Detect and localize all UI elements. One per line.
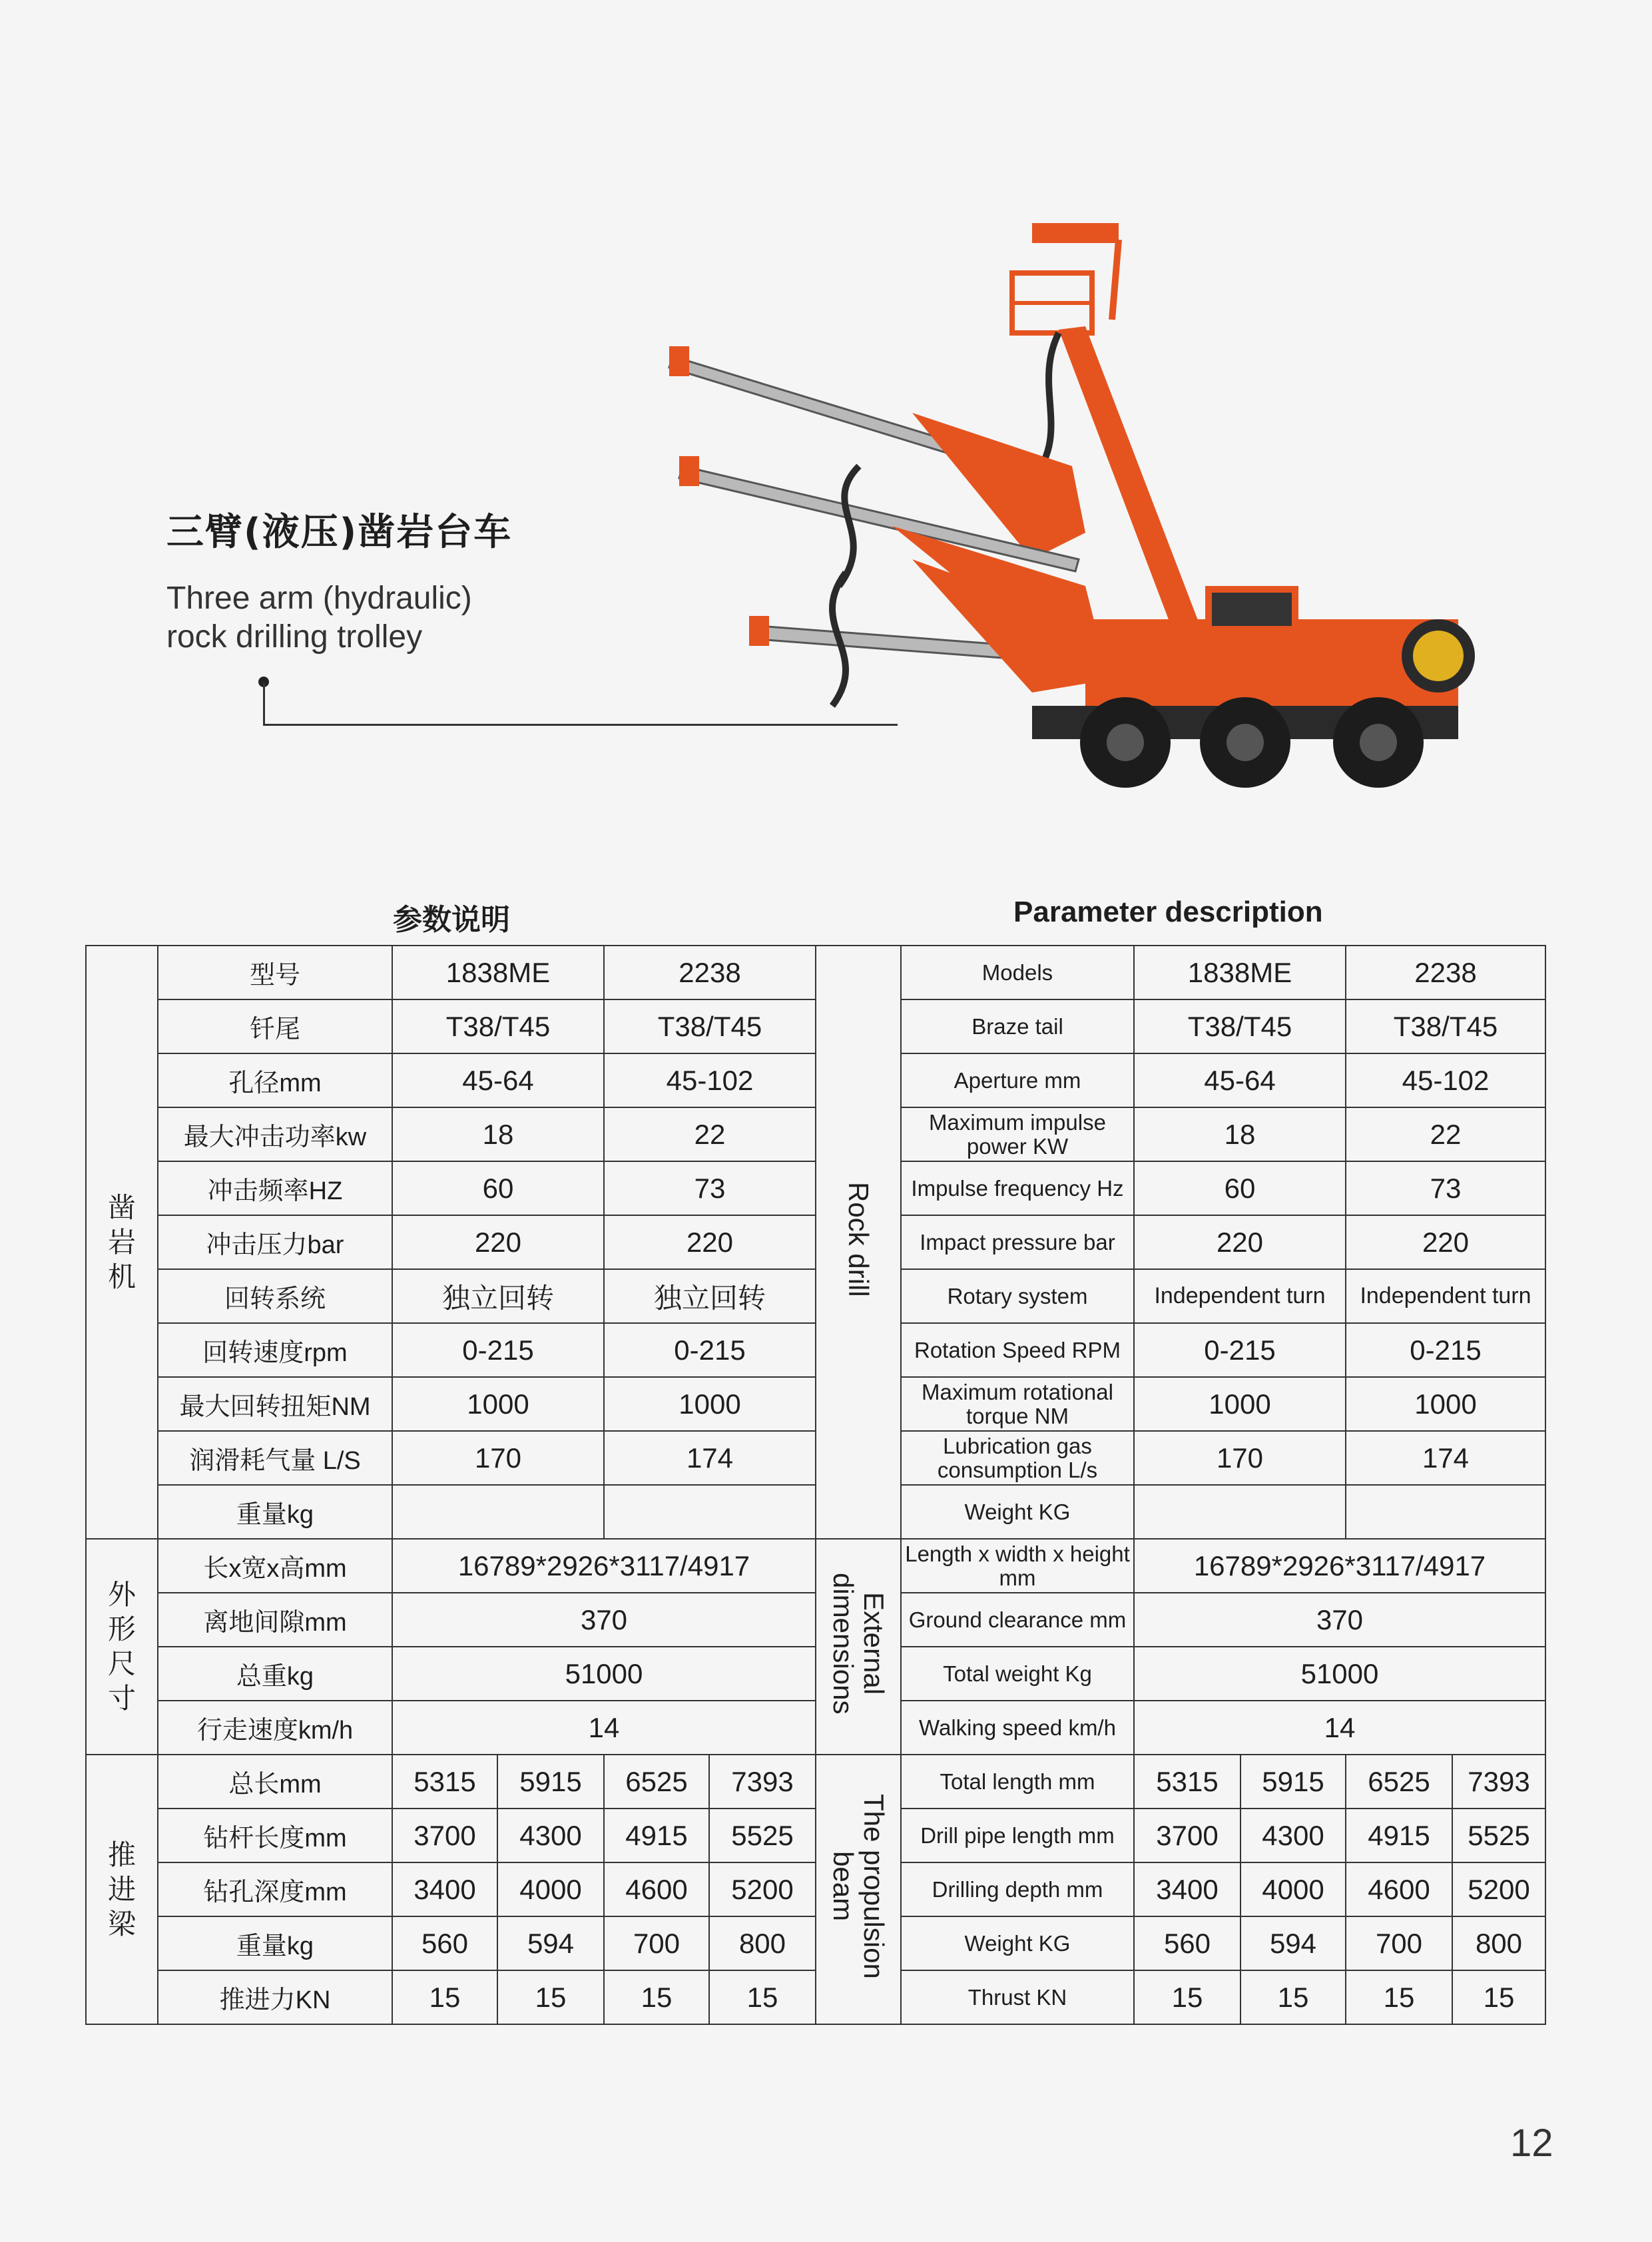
table-row: [86, 1161, 816, 1215]
table-row: [816, 1539, 1545, 1593]
param-label: Thrust KN: [901, 1970, 1134, 2024]
table-row: [86, 1647, 816, 1701]
table-row: [86, 1701, 816, 1755]
table-row: [86, 1970, 816, 2024]
param-label: 冲击压力bar: [158, 1215, 392, 1269]
param-label: Total length mm: [901, 1755, 1134, 1809]
param-value-model-2: 174: [604, 1431, 816, 1485]
param-value-model-2: 45-102: [604, 1053, 816, 1107]
param-value-beam-4: 800: [709, 1916, 816, 1970]
param-label: 最大冲击功率kw: [158, 1107, 392, 1161]
param-value-beam-1: 15: [1134, 1970, 1240, 2024]
table-row: [86, 1809, 816, 1862]
page-number: 12: [1510, 2121, 1553, 2165]
param-value: 51000: [392, 1647, 816, 1701]
param-label: 回转系统: [158, 1269, 392, 1323]
param-value-beam-4: 15: [709, 1970, 816, 2024]
param-value-beam-1: 560: [392, 1916, 497, 1970]
param-value-model-2: T38/T45: [604, 999, 816, 1053]
product-title-en-line1: Three arm (hydraulic): [166, 581, 472, 616]
table-row: [816, 1593, 1545, 1647]
param-value-model-1: 独立回转: [392, 1269, 604, 1323]
param-label: 总重kg: [158, 1647, 392, 1701]
group-label-propulsion-beam-text: The propulsion beam: [828, 1794, 890, 1979]
param-value-beam-2: 4300: [1240, 1809, 1346, 1862]
param-value-beam-1: 3400: [1134, 1862, 1240, 1916]
table-row: [816, 999, 1545, 1053]
machine-drawing: [669, 223, 1475, 788]
param-value: 14: [1134, 1701, 1545, 1755]
table-row: [86, 1431, 816, 1485]
param-label: 钻孔深度mm: [158, 1862, 392, 1916]
group-label-rock-drill-text: Rock drill: [843, 1181, 874, 1297]
param-label: 型号: [158, 946, 392, 999]
table-row: [86, 1755, 816, 1809]
product-title-en: [166, 579, 472, 657]
param-value-beam-4: 5525: [1452, 1809, 1545, 1862]
drilling-jumbo-image: [659, 213, 1485, 812]
param-label: 回转速度rpm: [158, 1323, 392, 1377]
group-label-propulsion-beam: [816, 1755, 901, 2024]
param-value-model-2: 174: [1346, 1431, 1545, 1485]
param-value-model-2: 2238: [604, 946, 816, 999]
param-value-beam-1: 560: [1134, 1916, 1240, 1970]
param-value-beam-1: 3400: [392, 1862, 497, 1916]
param-value-beam-3: 6525: [1346, 1755, 1452, 1809]
param-label: Impulse frequency Hz: [901, 1161, 1134, 1215]
param-value: 16789*2926*3117/4917: [1134, 1539, 1545, 1593]
param-value-beam-1: 5315: [1134, 1755, 1240, 1809]
param-value-model-2: 220: [1346, 1215, 1545, 1269]
param-value-model-1: 0-215: [1134, 1323, 1346, 1377]
table-row: [816, 1161, 1545, 1215]
param-value-model-1: Independent turn: [1134, 1269, 1346, 1323]
param-label: 行走速度km/h: [158, 1701, 392, 1755]
spec-table-cn: [85, 945, 816, 2025]
group-label-external-dimensions-text: External dimensions: [828, 1573, 890, 1715]
param-value-beam-3: 700: [1346, 1916, 1452, 1970]
param-value-beam-1: 3700: [1134, 1809, 1240, 1862]
param-value-beam-2: 594: [497, 1916, 604, 1970]
param-value-model-2: 45-102: [1346, 1053, 1545, 1107]
group-label-rock-drill: [816, 946, 901, 1539]
param-label: Impact pressure bar: [901, 1215, 1134, 1269]
param-label: Rotary system: [901, 1269, 1134, 1323]
param-label: Weight KG: [901, 1485, 1134, 1539]
table-row: [86, 1485, 816, 1539]
param-label: 冲击频率HZ: [158, 1161, 392, 1215]
param-label: Total weight Kg: [901, 1647, 1134, 1701]
table-row: [86, 1377, 816, 1431]
param-value-beam-3: 15: [604, 1970, 709, 2024]
param-value-beam-3: 4600: [604, 1862, 709, 1916]
table-row: [816, 1862, 1545, 1916]
param-value-model-2: 0-215: [1346, 1323, 1545, 1377]
param-value: 14: [392, 1701, 816, 1755]
table-row: [86, 1269, 816, 1323]
param-value-model-2: 73: [1346, 1161, 1545, 1215]
param-label: 钎尾: [158, 999, 392, 1053]
param-value-beam-3: 4915: [604, 1809, 709, 1862]
param-value-model-1: T38/T45: [1134, 999, 1346, 1053]
param-value-beam-4: 5200: [709, 1862, 816, 1916]
table-row: [816, 1053, 1545, 1107]
param-value-beam-2: 5915: [497, 1755, 604, 1809]
table-row: [86, 1053, 816, 1107]
table-row: [816, 1431, 1545, 1485]
spec-table-en: [815, 945, 1546, 2025]
param-value-beam-4: 5200: [1452, 1862, 1545, 1916]
param-value-beam-2: 4300: [497, 1809, 604, 1862]
table-row: [816, 1323, 1545, 1377]
table-row: [816, 1809, 1545, 1862]
param-value-beam-3: 700: [604, 1916, 709, 1970]
param-value-model-2: 73: [604, 1161, 816, 1215]
param-value: 16789*2926*3117/4917: [392, 1539, 816, 1593]
param-value-model-1: 170: [392, 1431, 604, 1485]
param-value-model-1: [1134, 1485, 1346, 1539]
table-row: [86, 1593, 816, 1647]
param-label: 最大回转扭矩NM: [158, 1377, 392, 1431]
param-value-model-2: 22: [604, 1107, 816, 1161]
param-value-model-2: 2238: [1346, 946, 1545, 999]
param-label: Braze tail: [901, 999, 1134, 1053]
param-value-beam-4: 7393: [709, 1755, 816, 1809]
param-value-beam-4: 7393: [1452, 1755, 1545, 1809]
table-row: [816, 1755, 1545, 1809]
param-value-beam-1: 3700: [392, 1809, 497, 1862]
param-value-model-1: 0-215: [392, 1323, 604, 1377]
param-value-beam-3: 4600: [1346, 1862, 1452, 1916]
param-value-beam-2: 4000: [1240, 1862, 1346, 1916]
param-value-model-1: 60: [1134, 1161, 1346, 1215]
param-label: Weight KG: [901, 1916, 1134, 1970]
param-label: Length x width x height mm: [901, 1539, 1134, 1593]
param-label: 孔径mm: [158, 1053, 392, 1107]
param-value-beam-2: 5915: [1240, 1755, 1346, 1809]
param-value-beam-2: 4000: [497, 1862, 604, 1916]
param-value-model-1: 45-64: [392, 1053, 604, 1107]
param-label: 重量kg: [158, 1916, 392, 1970]
param-value-model-1: 1000: [392, 1377, 604, 1431]
param-label: Models: [901, 946, 1134, 999]
param-value-beam-2: 594: [1240, 1916, 1346, 1970]
table-row: [86, 1215, 816, 1269]
table-row: [816, 1107, 1545, 1161]
param-label: Aperture mm: [901, 1053, 1134, 1107]
param-value-model-2: 1000: [604, 1377, 816, 1431]
param-value-beam-3: 4915: [1346, 1809, 1452, 1862]
param-label: Walking speed km/h: [901, 1701, 1134, 1755]
param-value: 51000: [1134, 1647, 1545, 1701]
param-value-model-1: 18: [1134, 1107, 1346, 1161]
param-value-model-1: [392, 1485, 604, 1539]
param-value-model-2: 22: [1346, 1107, 1545, 1161]
table-row: [86, 999, 816, 1053]
param-value-model-1: 1838ME: [392, 946, 604, 999]
param-label: Maximum impulse power KW: [901, 1107, 1134, 1161]
product-title-cn: 三臂(液压)凿岩台车: [166, 511, 513, 554]
param-value-model-2: Independent turn: [1346, 1269, 1545, 1323]
table-row: [86, 1916, 816, 1970]
param-value-beam-4: 800: [1452, 1916, 1545, 1970]
param-value-beam-4: 15: [1452, 1970, 1545, 2024]
group-label-external-dimensions-text: 外形尺寸: [107, 1579, 136, 1714]
param-value-model-1: 170: [1134, 1431, 1346, 1485]
table-row: [816, 1215, 1545, 1269]
param-value-model-1: 220: [392, 1215, 604, 1269]
param-value-model-1: 18: [392, 1107, 604, 1161]
param-label: 重量kg: [158, 1485, 392, 1539]
param-label: 润滑耗气量 L/S: [158, 1431, 392, 1485]
param-value-beam-1: 5315: [392, 1755, 497, 1809]
table-row: [816, 1701, 1545, 1755]
param-label: Drill pipe length mm: [901, 1809, 1134, 1862]
param-value-model-2: [604, 1485, 816, 1539]
product-title-en-line2: rock drilling trolley: [166, 619, 423, 655]
param-value-model-2: 1000: [1346, 1377, 1545, 1431]
param-value-beam-1: 15: [392, 1970, 497, 2024]
param-value-beam-2: 15: [497, 1970, 604, 2024]
table-row: [816, 1269, 1545, 1323]
param-value: 370: [1134, 1593, 1545, 1647]
table-row: [86, 1862, 816, 1916]
group-label-rock-drill-text: 凿岩机: [107, 1191, 136, 1292]
param-value-model-2: [1346, 1485, 1545, 1539]
table-row: [816, 946, 1545, 999]
group-label-external-dimensions: [816, 1539, 901, 1755]
param-value-model-1: 45-64: [1134, 1053, 1346, 1107]
table-row: [816, 1970, 1545, 2024]
param-value-model-1: 60: [392, 1161, 604, 1215]
param-value-beam-3: 15: [1346, 1970, 1452, 2024]
section-heading-en: Parameter description: [1013, 896, 1323, 928]
param-label: Rotation Speed RPM: [901, 1323, 1134, 1377]
param-label: Maximum rotational torque NM: [901, 1377, 1134, 1431]
param-value-model-2: 独立回转: [604, 1269, 816, 1323]
param-value-model-2: T38/T45: [1346, 999, 1545, 1053]
param-value-model-2: 220: [604, 1215, 816, 1269]
table-row: [816, 1647, 1545, 1701]
param-value-model-1: 220: [1134, 1215, 1346, 1269]
param-value-beam-3: 6525: [604, 1755, 709, 1809]
param-label: Lubrication gas consumption L/s: [901, 1431, 1134, 1485]
param-label: 长x宽x高mm: [158, 1539, 392, 1593]
section-heading-cn: 参数说明: [393, 904, 510, 936]
param-value-beam-2: 15: [1240, 1970, 1346, 2024]
param-value-model-1: 1000: [1134, 1377, 1346, 1431]
param-value-model-1: T38/T45: [392, 999, 604, 1053]
table-row: [86, 1539, 816, 1593]
table-row: [816, 1916, 1545, 1970]
param-value-model-1: 1838ME: [1134, 946, 1346, 999]
param-label: Ground clearance mm: [901, 1593, 1134, 1647]
group-label-rock-drill: [86, 946, 158, 1539]
param-value-beam-4: 5525: [709, 1809, 816, 1862]
table-row: [816, 1485, 1545, 1539]
table-row: [86, 946, 816, 999]
param-label: Drilling depth mm: [901, 1862, 1134, 1916]
table-row: [86, 1323, 816, 1377]
param-label: 钻杆长度mm: [158, 1809, 392, 1862]
param-value-model-2: 0-215: [604, 1323, 816, 1377]
param-label: 推进力KN: [158, 1970, 392, 2024]
table-row: [816, 1377, 1545, 1431]
param-value: 370: [392, 1593, 816, 1647]
table-row: [86, 1107, 816, 1161]
group-label-propulsion-beam: [86, 1755, 158, 2024]
param-label: 离地间隙mm: [158, 1593, 392, 1647]
param-label: 总长mm: [158, 1755, 392, 1809]
group-label-propulsion-beam-text: 推进梁: [107, 1838, 136, 1940]
group-label-external-dimensions: [86, 1539, 158, 1755]
